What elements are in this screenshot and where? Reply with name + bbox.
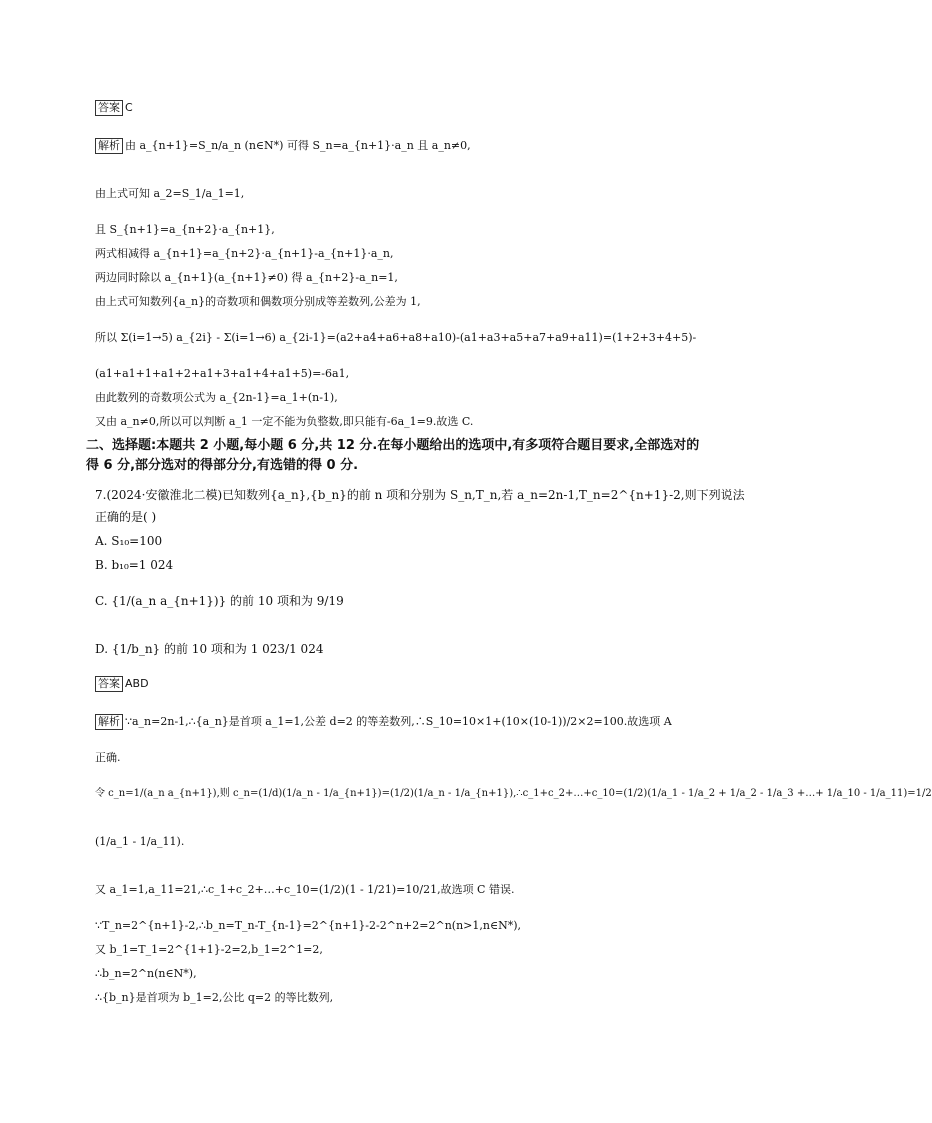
analysis-7-line-6: ∵T_n=2^{n+1}-2,∴b_n=T_n-T_{n-1}=2^{n+1}-2-2^n+2=2^n(n>1,n∈N*), (95, 919, 522, 932)
analysis-7-line-9: ∴{b_n}是首项为 b_1=2,公比 q=2 的等比数列, (95, 991, 334, 1004)
analysis-7-line-1 (95, 714, 672, 730)
analysis-7-line-4: (1/a_1 - 1/a_11). (95, 835, 185, 848)
analysis-7-line-2: 正确. (95, 751, 121, 764)
answer-value: C (125, 101, 133, 114)
analysis-6-line-6: 由上式可知数列{a_n}的奇数项和偶数项分别成等差数列,公差为 1, (95, 295, 421, 308)
answer-label: 答案 (95, 676, 123, 692)
analysis-text: ∵a_n=2n-1,∴{a_n}是首项 a_1=1,公差 d=2 的等差数列,∴S_10=10×1+(10×(10-1))/2×2=100.故选项 A (125, 715, 672, 728)
analysis-6-line-8: (a1+a1+1+a1+2+a1+3+a1+4+a1+5)=-6a1, (95, 367, 350, 380)
analysis-7-line-7: 又 b_1=T_1=2^{1+1}-2=2,b_1=2^1=2, (95, 943, 323, 956)
analysis-text: 由 a_{n+1}=S_n/a_n (n∈N*) 可得 S_n=a_{n+1}·a_n 且 a_n≠0, (125, 139, 471, 152)
answer-label: 答案 (95, 100, 123, 116)
analysis-6-line-5: 两边同时除以 a_{n+1}(a_{n+1}≠0) 得 a_{n+2}-a_n=1, (95, 271, 398, 284)
analysis-6-line-4: 两式相减得 a_{n+1}=a_{n+2}·a_{n+1}-a_{n+1}·a_n, (95, 247, 394, 260)
section-heading-text: 二、选择题:本题共 2 小题,每小题 6 分,共 12 分.在每小题给出的选项中,有多项符合题目要求,全部选对的得 6 分,部分选对的得部分分,有选错的得 0 分. (86, 438, 700, 473)
question-7-stem-1: 7.(2024·安徽淮北二模)已知数列{a_n},{b_n}的前 n 项和分别为 S_n,T_n,若 a_n=2n-1,T_n=2^{n+1}-2,则下列说法 (95, 488, 745, 502)
analysis-6-line-9: 由此数列的奇数项公式为 a_{2n-1}=a_1+(n-1), (95, 391, 338, 404)
analysis-6-line-3: 且 S_{n+1}=a_{n+2}·a_{n+1}, (95, 223, 275, 236)
option-d: D. {1/b_n} 的前 10 项和为 1 023/1 024 (95, 642, 324, 656)
option-c: C. {1/(a_n a_{n+1})} 的前 10 项和为 9/19 (95, 594, 344, 608)
analysis-7-line-3: 令 c_n=1/(a_n a_{n+1}),则 c_n=(1/d)(1/a_n - 1/a_{n+1})=(1/2)(1/a_n - 1/a_{n+1}),∴c_1+c_2+…+c_10=(1/2)(1/a_1 - 1/a_2 + 1/a_2 - 1/a_3 +…+ 1/a_10 - 1/a_11)=1/2 (95, 788, 932, 799)
answer-7-line (95, 676, 149, 692)
option-a: A. S₁₀=100 (95, 534, 163, 548)
analysis-6-line-7: 所以 Σ(i=1→5) a_{2i} - Σ(i=1→6) a_{2i-1}=(a2+a4+a6+a8+a10)-(a1+a3+a5+a7+a9+a11)=(1+2+3+4+5)- (95, 331, 697, 344)
analysis-6-line-2: 由上式可知 a_2=S_1/a_1=1, (95, 187, 245, 200)
analysis-6-line-1 (95, 138, 471, 154)
analysis-6-line-10: 又由 a_n≠0,所以可以判断 a_1 一定不能为负整数,即只能有-6a_1=9.故选 C. (95, 415, 474, 428)
analysis-label: 解析 (95, 138, 123, 154)
analysis-7-line-8: ∴b_n=2^n(n∈N*), (95, 967, 197, 980)
answer-6-line (95, 100, 133, 116)
option-b: B. b₁₀=1 024 (95, 558, 174, 572)
answer-value: ABD (125, 677, 149, 690)
section-heading (86, 436, 708, 476)
analysis-7-line-5: 又 a_1=1,a_11=21,∴c_1+c_2+…+c_10=(1/2)(1 - 1/21)=10/21,故选项 C 错误. (95, 883, 515, 896)
question-7-stem-2: 正确的是( ) (95, 510, 157, 524)
analysis-label: 解析 (95, 714, 123, 730)
